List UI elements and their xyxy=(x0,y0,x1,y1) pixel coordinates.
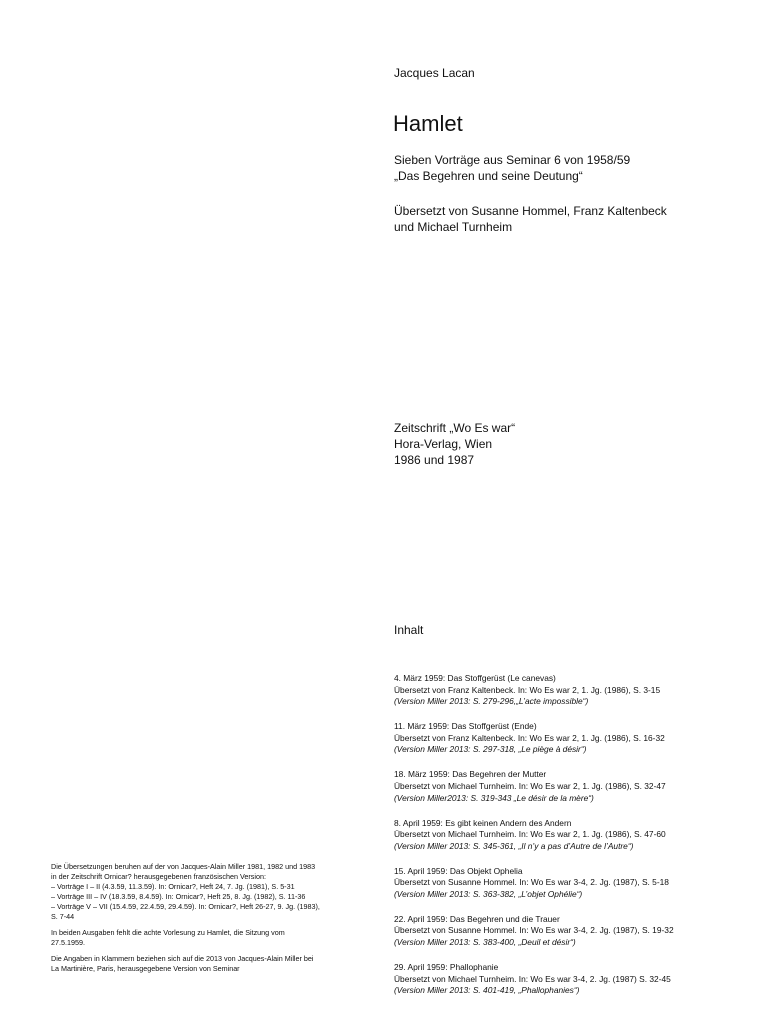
toc-session: 22. April 1959: Das Begehren und die Trauer xyxy=(394,913,560,924)
contents-heading: Inhalt xyxy=(394,623,424,637)
toc-translation: Übersetzt von Michael Turnheim. In: Wo Es war 3-4, 2. Jg. (1987) S. 32-45 xyxy=(394,973,671,984)
note-line: In beiden Ausgaben fehlt die achte Vorlesung zu Hamlet, die Sitzung vom xyxy=(51,928,285,937)
toc-entry xyxy=(394,818,754,853)
note-line: Die Angaben in Klammern beziehen sich auf die 2013 von Jacques-Alain Miller bei xyxy=(51,954,314,963)
note-line: S. 7-44 xyxy=(51,912,75,921)
toc-session: 18. März 1959: Das Begehren der Mutter xyxy=(394,769,547,780)
toc-version: (Version Miller 2013: S. 297-318, „Le piège à désir“) xyxy=(394,744,587,755)
toc-entry xyxy=(394,721,754,756)
toc-version: (Version Miller2013: S. 319-343 „Le désir de la mère“) xyxy=(394,792,594,803)
toc-translation: Übersetzt von Franz Kaltenbeck. In: Wo Es war 2, 1. Jg. (1986), S. 16-32 xyxy=(394,732,665,743)
note-paragraph xyxy=(51,862,371,922)
toc-session: 8. April 1959: Es gibt keinen Andern des Andern xyxy=(394,817,572,828)
note-line: La Martinière, Paris, herausgegebene Version von Seminar xyxy=(51,964,240,973)
toc-session: 4. März 1959: Das Stoffgerüst (Le canevas) xyxy=(394,673,556,683)
toc-translation: Übersetzt von Franz Kaltenbeck. In: Wo Es war 2, 1. Jg. (1986), S. 3-15 xyxy=(394,684,661,695)
note-line: 27.5.1959. xyxy=(51,938,85,947)
subtitle-line: Sieben Vorträge aus Seminar 6 von 1958/59 xyxy=(394,153,631,167)
publication-journal: Zeitschrift „Wo Es war“ xyxy=(394,421,516,435)
toc-version: (Version Miller 2013: S. 279-296,„L’acte impossible“) xyxy=(394,696,589,707)
toc-translation: Übersetzt von Michael Turnheim. In: Wo Es war 2, 1. Jg. (1986), S. 32-47 xyxy=(394,780,666,791)
toc-translation: Übersetzt von Susanne Hommel. In: Wo Es war 3-4, 2. Jg. (1987), S. 19-32 xyxy=(394,925,674,936)
document-title: Hamlet xyxy=(393,111,463,136)
toc-entry xyxy=(394,673,754,708)
toc-version: (Version Miller 2013: S. 345-361, „Il n’y a pas d’Autre de l’Autre“) xyxy=(394,840,634,851)
toc-entry xyxy=(394,769,754,804)
publication-years: 1986 und 1987 xyxy=(394,453,475,467)
note-line: in der Zeitschrift Ornicar? herausgegebenen französischen Version: xyxy=(51,872,266,881)
toc-translation: Übersetzt von Susanne Hommel. In: Wo Es war 3-4, 2. Jg. (1987), S. 5-18 xyxy=(394,877,669,888)
toc-entry xyxy=(394,962,754,997)
note-line: Die Übersetzungen beruhen auf der von Jacques-Alain Miller 1981, 1982 und 1983 xyxy=(51,862,316,871)
toc-version: (Version Miller 2013: S. 401-419, „Phallophanies“) xyxy=(394,985,580,996)
subtitle xyxy=(394,152,630,184)
toc-translation: Übersetzt von Michael Turnheim. In: Wo Es war 2, 1. Jg. (1986), S. 47-60 xyxy=(394,829,666,840)
note-paragraph xyxy=(51,954,371,974)
publication-publisher: Hora-Verlag, Wien xyxy=(394,437,493,451)
toc-session: 11. März 1959: Das Stoffgerüst (Ende) xyxy=(394,721,537,732)
toc-entry xyxy=(394,914,754,949)
toc-session: 15. April 1959: Das Objekt Ophelia xyxy=(394,865,523,876)
footnotes xyxy=(51,862,371,980)
translators xyxy=(394,203,667,235)
toc-entry xyxy=(394,866,754,901)
toc-version: (Version Miller 2013: S. 363-382, „L’objet Ophélie“) xyxy=(394,888,583,899)
toc-session: 29. April 1959: Phallophanie xyxy=(394,962,499,973)
table-of-contents xyxy=(394,673,754,1010)
subtitle-line: „Das Begehren und seine Deutung“ xyxy=(394,169,583,183)
note-line: – Vorträge I – II (4.3.59, 11.3.59). In: Ornicar?, Heft 24, 7. Jg. (1981), S. 5-31 xyxy=(51,882,295,891)
publication-info xyxy=(394,420,515,468)
author-name: Jacques Lacan xyxy=(394,66,475,80)
note-paragraph xyxy=(51,928,371,948)
translators-line: Übersetzt von Susanne Hommel, Franz Kaltenbeck xyxy=(394,204,667,218)
note-line: – Vorträge III – IV (18.3.59, 8.4.59). In: Ornicar?, Heft 25, 8. Jg. (1982), S. 11-36 xyxy=(51,892,306,901)
note-line: – Vorträge V – VII (15.4.59, 22.4.59, 29.4.59). In: Ornicar?, Heft 26-27, 9. Jg. (1983), xyxy=(51,902,320,911)
toc-version: (Version Miller 2013: S. 383-400, „Deuil et désir“) xyxy=(394,937,576,948)
translators-line: und Michael Turnheim xyxy=(394,220,513,234)
